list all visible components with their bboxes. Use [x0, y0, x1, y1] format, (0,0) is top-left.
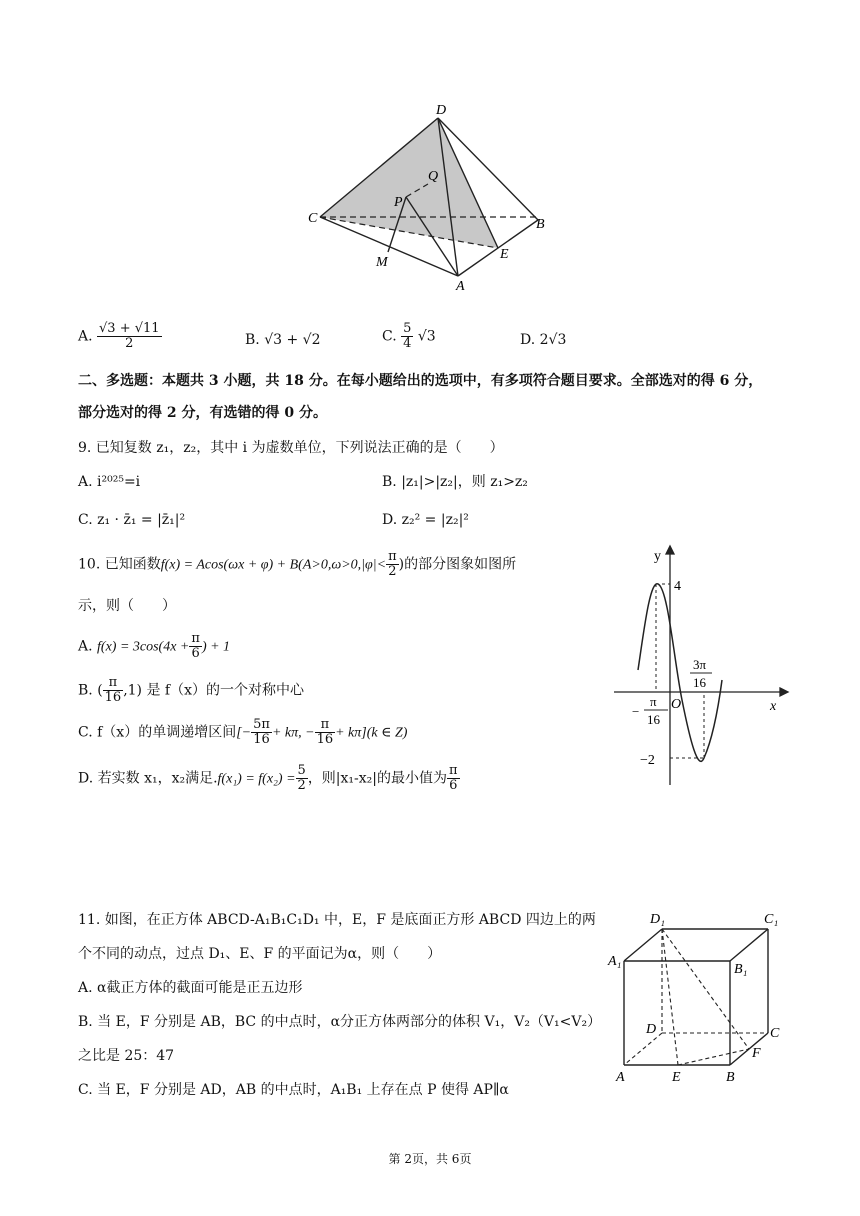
cube-label-e: E	[672, 1070, 681, 1085]
graph-xpos-num: 3π	[693, 657, 707, 672]
q11-line1: 11. 如图，在正方体 ABCD-A₁B₁C₁D₁ 中，E，F 是底面正方形 ABCD 四边上的两	[78, 912, 596, 928]
q8-option-b: B. √3 + √2	[245, 332, 321, 348]
cube-label-a1: A₁	[608, 954, 622, 969]
label-a: A	[456, 279, 465, 294]
cube-label-c: C	[770, 1026, 780, 1041]
q9-option-d: D. z₂² = |z₂|²	[382, 512, 469, 528]
q11-option-c: C. 当 E，F 分别是 AD，AB 的中点时，A₁B₁ 上存在点 P 使得 AP∥α	[78, 1082, 509, 1098]
label-p: P	[394, 195, 403, 210]
q8-option-c: C. $\frac{5}{4}$ √3	[382, 321, 436, 351]
q10-stem: 10. 已知函数f(x) = Acos(ωx + φ) + B(A>0,ω>0,|φ|< $\frac{\pi}{2}$ )的部分图象如图所	[78, 549, 517, 579]
graph-ymax: 4	[674, 579, 681, 594]
graph-x-label: x	[770, 699, 777, 714]
cube-figure	[606, 905, 786, 1085]
q10-option-d: D. 若实数 x₁，x₂满足.f(x₁) = f(x₂) = $\frac{5}{2}$ ，则|x₁-x₂|的最小值为 $\frac{\pi}{6}$	[78, 763, 458, 793]
page-footer: 第 2页，共 6页	[388, 1152, 472, 1166]
label-d: D	[436, 103, 447, 118]
cube-label-c1: C₁	[764, 912, 779, 927]
graph-xneg-num: π	[650, 694, 657, 709]
cosine-graph	[610, 540, 790, 790]
q11-option-b-line1: B. 当 E，F 分别是 AB，BC 的中点时，α分正方体两部分的体积 V₁，V₂（V₁<V₂）	[78, 1014, 602, 1030]
q9-option-a: A. i²⁰²⁵=i	[78, 474, 141, 490]
q10-option-c: C. f（x）的单调递增区间[− $\frac{5\pi}{16}$ + kπ, − $\frac{\pi}{16}$ + kπ](k ∈ Z)	[78, 717, 408, 747]
q11-option-a: A. α截正方体的截面可能是正五边形	[78, 980, 303, 996]
q9-option-b: B. |z₁|>|z₂|，则 z₁>z₂	[382, 474, 528, 490]
cube-label-f: F	[752, 1046, 761, 1061]
q10-option-a: A. f(x) = 3cos(4x + $\frac{\pi}{6}$ ) + 1	[78, 631, 231, 661]
label-m: M	[376, 255, 388, 270]
q8-option-d: D. 2√3	[520, 332, 567, 348]
q10-option-b: B. ( $\frac{\pi}{16}$ ,1) 是 f（x）的一个对称中心	[78, 675, 304, 705]
q11-option-b-line2: 之比是 25：47	[78, 1048, 175, 1064]
graph-origin: O	[671, 697, 682, 712]
cube-label-a: A	[616, 1070, 625, 1085]
q11-line2: 个不同的动点，过点 D₁、E、F 的平面记为α，则（ ）	[78, 946, 442, 962]
label-b: B	[536, 217, 545, 232]
section2-line1: 二、多选题：本题共 3 小题，共 18 分。在每小题给出的选项中，有多项符合题目要求。全部选对的得 6 分，	[78, 373, 763, 389]
cube-label-b: B	[726, 1070, 735, 1085]
section2-line2: 部分选对的得 2 分，有选错的得 0 分。	[78, 405, 327, 421]
graph-y-label: y	[654, 549, 661, 564]
q9-stem: 9. 已知复数 z₁，z₂，其中 i 为虚数单位，下列说法正确的是（ ）	[78, 440, 504, 456]
q8-option-a: A. $\frac{√3 + √11}{2}$	[78, 321, 160, 351]
label-c: C	[308, 211, 318, 226]
q8-a-fraction: $\frac{√3 + √11}{2}$	[99, 321, 160, 351]
q10-stem-line2: 示，则（ ）	[78, 598, 176, 614]
graph-ymin: −2	[640, 753, 655, 768]
graph-xneg-den: 16	[647, 712, 660, 727]
graph-xpos-den: 16	[693, 675, 706, 690]
cube-label-d: D	[646, 1022, 657, 1037]
label-q: Q	[428, 169, 439, 184]
pyramid-figure	[300, 100, 560, 295]
cube-label-b1: B₁	[734, 962, 748, 977]
label-e: E	[500, 247, 509, 262]
cube-label-d1: D₁	[650, 912, 665, 927]
graph-xneg-sign: −	[632, 704, 640, 719]
q9-option-c: C. z₁ · z̄₁ = |z̄₁|²	[78, 512, 186, 528]
